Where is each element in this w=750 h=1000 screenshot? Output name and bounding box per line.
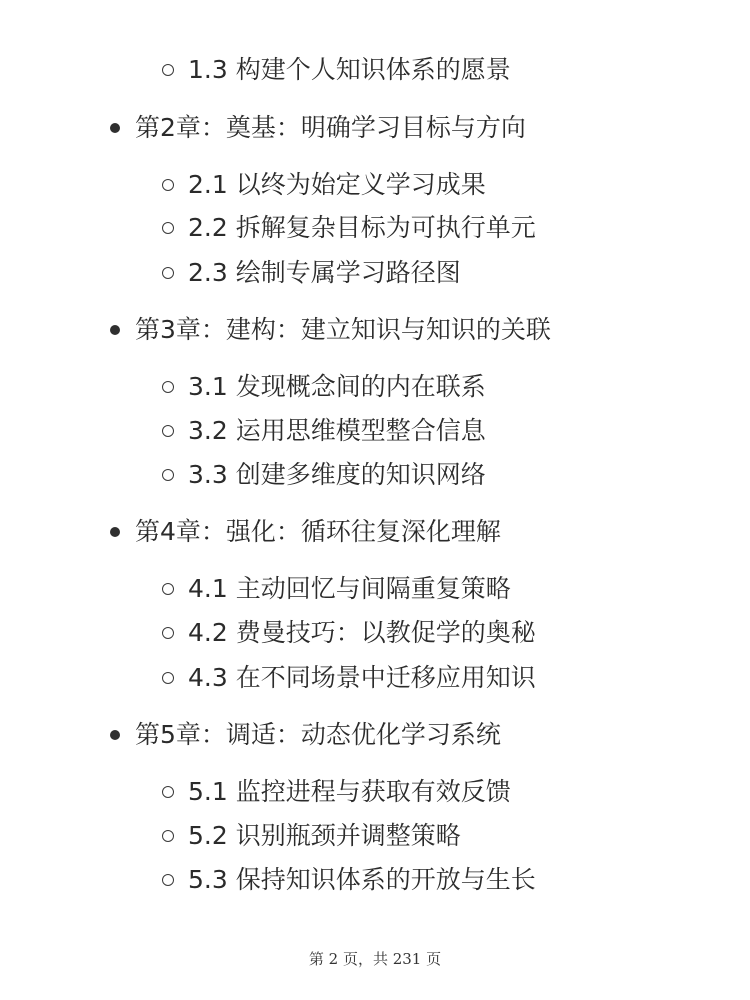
toc-section-label: 3.3 创建多维度的知识网络 [188,460,486,489]
toc-section [0,772,750,812]
toc-chapter-label: 第2章：奠基：明确学习目标与方向 [135,113,526,142]
toc-section [0,816,750,856]
toc-section-label: 5.3 保持知识体系的开放与生长 [188,865,536,894]
toc-section-label: 5.2 识别瓶颈并调整策略 [188,821,461,850]
toc-section-label: 1.3 构建个人知识体系的愿景 [188,55,511,84]
toc-section-label: 4.1 主动回忆与间隔重复策略 [188,574,511,603]
toc-section [0,411,750,451]
hollow-bullet-icon [162,627,174,639]
toc-chapter [0,512,750,552]
hollow-bullet-icon [162,583,174,595]
toc-section-label: 2.1 以终为始定义学习成果 [188,170,486,199]
toc-section-label: 3.1 发现概念间的内在联系 [188,372,486,401]
hollow-bullet-icon [162,425,174,437]
toc-chapter-label: 第3章：建构：建立知识与知识的关联 [135,315,551,344]
toc-section-label: 2.3 绘制专属学习路径图 [188,258,461,287]
toc-section-label: 2.2 拆解复杂目标为可执行单元 [188,213,536,242]
hollow-bullet-icon [162,179,174,191]
hollow-bullet-icon [162,469,174,481]
hollow-bullet-icon [162,786,174,798]
toc-section [0,50,750,90]
hollow-bullet-icon [162,64,174,76]
hollow-bullet-icon [162,222,174,234]
hollow-bullet-icon [162,874,174,886]
filled-bullet-icon [110,527,120,537]
page-number-footer: 第 2 页，共 231 页 [308,950,442,968]
toc-section [0,569,750,609]
toc-section [0,860,750,900]
toc-section-label: 4.2 费曼技巧：以教促学的奥秘 [188,618,536,647]
filled-bullet-icon [110,325,120,335]
hollow-bullet-icon [162,381,174,393]
toc-section-label: 3.2 运用思维模型整合信息 [188,416,486,445]
toc-section [0,367,750,407]
toc-section [0,253,750,293]
hollow-bullet-icon [162,267,174,279]
toc-chapter [0,108,750,148]
hollow-bullet-icon [162,672,174,684]
toc-section-label: 5.1 监控进程与获取有效反馈 [188,777,511,806]
toc-section-label: 4.3 在不同场景中迁移应用知识 [188,663,536,692]
filled-bullet-icon [110,730,120,740]
toc-section [0,208,750,248]
filled-bullet-icon [110,123,120,133]
toc-section [0,613,750,653]
toc-chapter [0,310,750,350]
toc-section [0,658,750,698]
toc-section [0,165,750,205]
toc-chapter-label: 第4章：强化：循环往复深化理解 [135,517,501,546]
toc-section [0,455,750,495]
toc-chapter-label: 第5章：调适：动态优化学习系统 [135,720,501,749]
hollow-bullet-icon [162,830,174,842]
toc-chapter [0,715,750,755]
